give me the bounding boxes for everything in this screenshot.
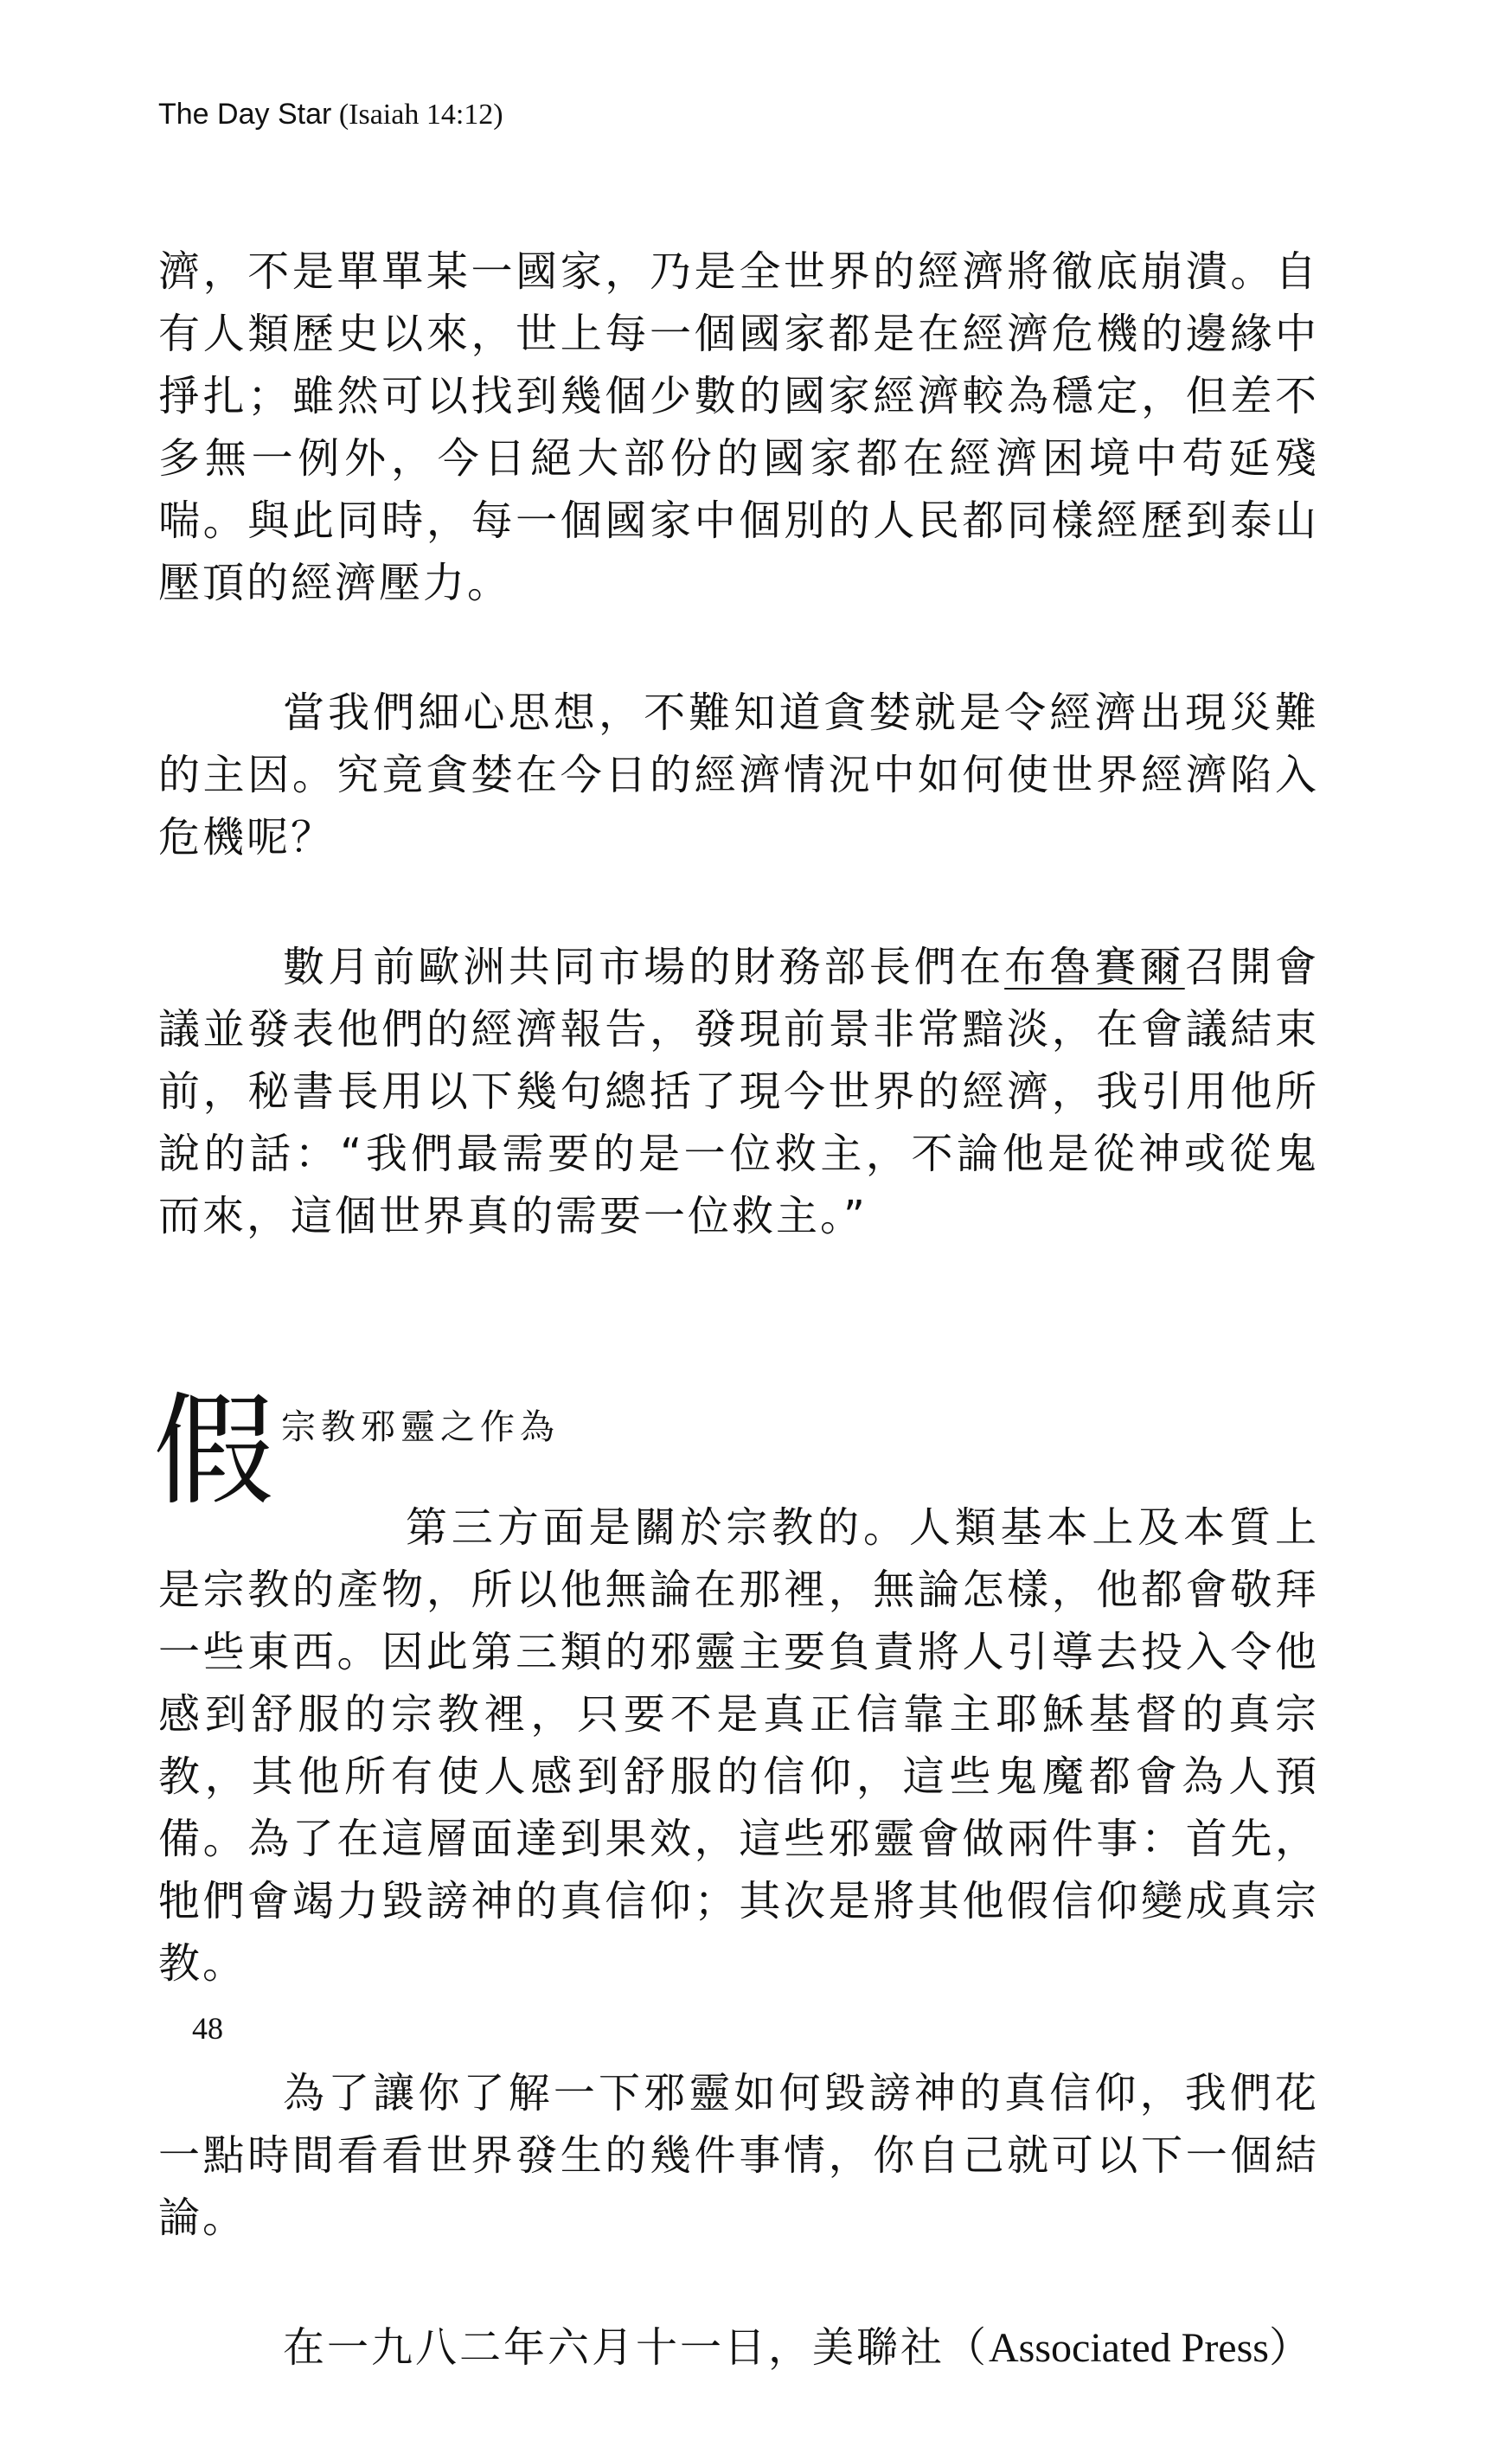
drop-cap: 假 bbox=[153, 1381, 275, 1522]
paragraph-5: 為了讓你了解一下邪靈如何毀謗神的真信仰，我們花一點時間看看世界發生的幾件事情，你自己就可以下一個結論。 bbox=[158, 2069, 1319, 2242]
paragraph-4: 第三方面是關於宗教的。人類基本上及本質上是宗教的產物，所以他無論在那裡，無論怎樣，他都會敬拜一些東西。因此第三類的邪靈主要負責將人引導去投入令他感到舒服的宗教裡，只要不是真正信靠主耶穌基督的真宗教，其他所有使人感到舒服的信仰，這些鬼魔都會為人預備。為了在這層面達到果效，這些邪靈會做兩件事：首先，牠們會竭力毀謗神的真信仰；其次是將其他假信仰變成真宗教。 bbox=[158, 1503, 1319, 1988]
paragraph-6 bbox=[158, 2316, 1319, 2380]
paragraph-6-end: ） bbox=[1268, 2323, 1313, 2372]
running-header bbox=[158, 97, 503, 132]
paragraph-6-start: 在一九八二年六月十一日，美聯社（ bbox=[283, 2323, 990, 2372]
paragraph-1: 濟，不是單單某一國家，乃是全世界的經濟將徹底崩潰。自有人類歷史以來，世上每一個國家都是在經濟危機的邊緣中掙扎；雖然可以找到幾個少數的國家經濟較為穩定，但差不多無一例外，今日絕大部份的國家都在經濟困境中苟延殘喘。與此同時，每一個國家中個別的人民都同樣經歷到泰山壓頂的經濟壓力。 bbox=[158, 247, 1319, 607]
section-heading: 宗教邪靈之作為 bbox=[281, 1407, 560, 1447]
paragraph-3-start: 數月前歐洲共同市場的財務部長們在 bbox=[283, 943, 1005, 991]
paragraph-2: 當我們細心思想，不難知道貪婪就是令經濟出現災難的主因。究竟貪婪在今日的經濟情況中如何使世界經濟陷入危機呢？ bbox=[158, 689, 1319, 862]
page-number: 48 bbox=[192, 2011, 223, 2046]
paragraph-3 bbox=[158, 936, 1319, 1247]
paragraph-3-rest: 召開會議並發表他們的經濟報告，發現前景非常黯淡，在會議結束前，秘書長用以下幾句總括了現今世界的經濟，我引用他所說的話：“我們最需要的是一位救主，不論他是從神或從鬼而來，這個世界真的需要一位救主。” bbox=[158, 943, 1319, 1240]
underlined-place-name: 布魯賽爾 bbox=[1004, 943, 1185, 991]
agency-name-english: Associated Press bbox=[989, 2325, 1269, 2371]
scripture-reference: (Isaiah 14:12) bbox=[338, 99, 503, 131]
book-title: The Day Star bbox=[158, 98, 332, 131]
page-body bbox=[153, 240, 1319, 2447]
section-heading-block bbox=[153, 1381, 1319, 1995]
